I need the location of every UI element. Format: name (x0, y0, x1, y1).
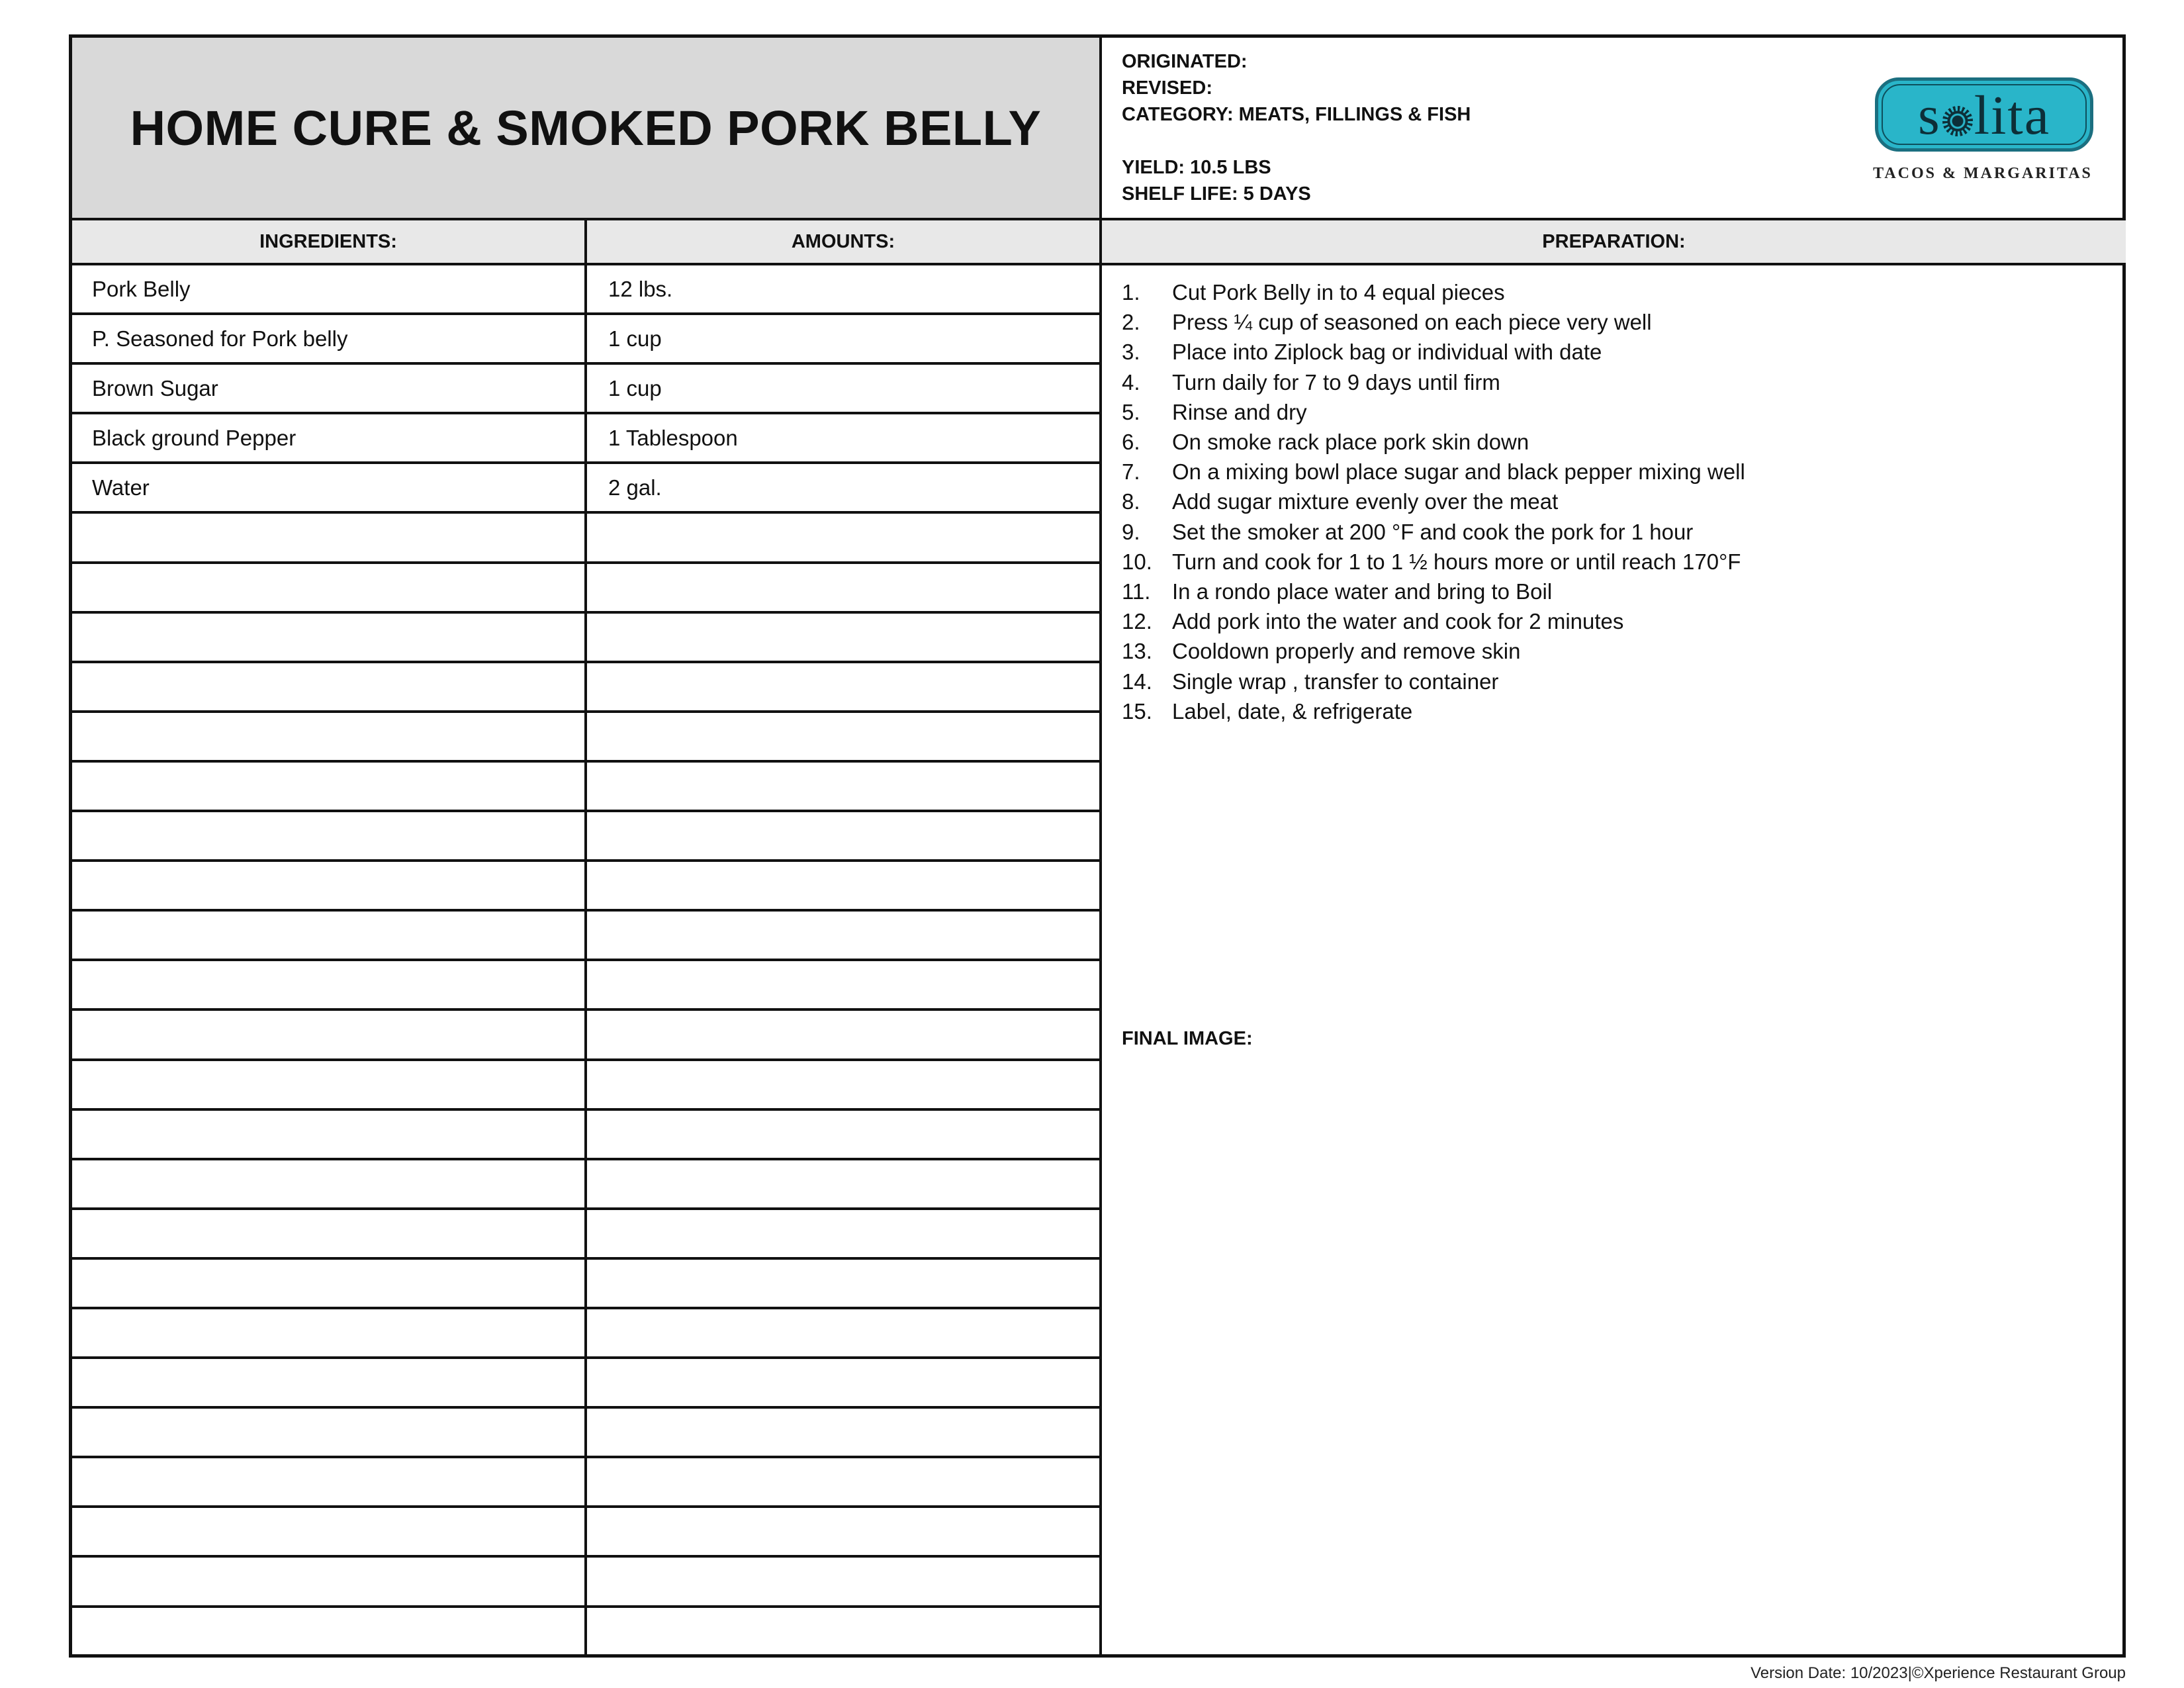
table-row (72, 1508, 1099, 1558)
ingredient-name (72, 1508, 587, 1555)
ingredient-amount (587, 763, 1099, 810)
table-row (72, 1359, 1099, 1409)
preparation-step (1122, 277, 1745, 307)
ingredient-name (72, 1111, 587, 1158)
preparation-step (1122, 606, 1745, 636)
table-row (72, 1011, 1099, 1060)
originated-label: ORIGINATED: (1122, 51, 1248, 72)
step-number: 7. (1122, 459, 1140, 485)
ingredient-amount (587, 1558, 1099, 1605)
step-number: 14. (1122, 669, 1152, 694)
sun-icon (1942, 106, 1973, 136)
preparation-step (1122, 577, 1745, 606)
table-row (72, 1558, 1099, 1607)
final-image-label: FINAL IMAGE: (1122, 1028, 1253, 1049)
step-number: 10. (1122, 549, 1152, 574)
preparation-step (1122, 337, 1745, 367)
table-row (72, 961, 1099, 1011)
solita-logo (1867, 71, 2099, 197)
ingredient-name (72, 663, 587, 710)
ingredient-amount (587, 1260, 1099, 1307)
ingredient-name (72, 912, 587, 959)
table-row (72, 1409, 1099, 1458)
ingredient-name (72, 1210, 587, 1257)
step-text: Rinse and dry (1172, 399, 1307, 424)
logo-tagline: TACOS & MARGARITAS (1873, 165, 2093, 182)
step-number: 11. (1122, 579, 1151, 604)
step-text: Single wrap , transfer to container (1172, 669, 1499, 694)
recipe-meta (1122, 48, 1471, 207)
ingredient-name (72, 961, 587, 1008)
ingredient-name (72, 1409, 587, 1456)
ingredient-amount (587, 912, 1099, 959)
step-number: 13. (1122, 639, 1152, 664)
table-row (72, 862, 1099, 912)
ingredient-amount: 1 cup (608, 326, 662, 351)
ingredient-name (72, 862, 587, 909)
ingredient-amount (587, 1160, 1099, 1207)
yield-label: YIELD: 10.5 LBS (1122, 157, 1271, 178)
step-text: Turn daily for 7 to 9 days until firm (1172, 369, 1500, 395)
table-row (72, 1608, 1099, 1658)
ingredient-amount (587, 1011, 1099, 1058)
ingredient-amount (587, 1409, 1099, 1456)
ingredients-header: INGREDIENTS: (72, 218, 587, 265)
preparation-step (1122, 427, 1745, 457)
logo-wordmark: s lita (1918, 85, 2050, 146)
ingredient-name: Brown Sugar (72, 365, 587, 412)
table-row (72, 1210, 1099, 1260)
ingredients-table (72, 265, 1102, 1658)
ingredient-name (72, 1309, 587, 1356)
step-text: Cooldown properly and remove skin (1172, 639, 1521, 664)
preparation-step (1122, 517, 1745, 547)
ingredient-name (72, 713, 587, 760)
ingredient-amount (587, 812, 1099, 859)
ingredient-amount (587, 1309, 1099, 1356)
step-number: 9. (1122, 519, 1140, 544)
ingredient-amount: 12 lbs. (608, 276, 673, 301)
step-number: 1. (1122, 280, 1140, 305)
table-row (72, 1111, 1099, 1160)
table-row (72, 763, 1099, 812)
preparation-header: PREPARATION: (1102, 218, 2126, 265)
table-row (72, 315, 1099, 365)
ingredient-name (72, 564, 587, 611)
step-text: Place into Ziplock bag or individual with date (1172, 340, 1602, 365)
ingredient-amount (587, 961, 1099, 1008)
step-number: 4. (1122, 369, 1140, 395)
table-row (72, 1309, 1099, 1359)
ingredient-amount: 1 Tablespoon (608, 425, 738, 450)
table-row (72, 365, 1099, 414)
ingredient-name (72, 614, 587, 661)
table-row (72, 1061, 1099, 1111)
preparation-section (1102, 265, 2126, 1658)
shelf-life-label: SHELF LIFE: 5 DAYS (1122, 183, 1311, 205)
ingredient-name (72, 812, 587, 859)
ingredient-amount (587, 514, 1099, 561)
ingredient-amount (587, 614, 1099, 661)
step-text: Set the smoker at 200 °F and cook the pork for 1 hour (1172, 519, 1694, 544)
step-text: Press ¼ cup of seasoned on each piece very well (1172, 310, 1652, 335)
table-row (72, 812, 1099, 862)
amounts-header: AMOUNTS: (587, 218, 1102, 265)
ingredient-amount (587, 1359, 1099, 1406)
ingredient-name (72, 1608, 587, 1658)
ingredient-name (72, 1011, 587, 1058)
table-row (72, 564, 1099, 614)
ingredient-amount (587, 713, 1099, 760)
step-text: On a mixing bowl place sugar and black pepper mixing well (1172, 459, 1745, 485)
ingredient-name (72, 1260, 587, 1307)
preparation-steps (1122, 277, 1745, 726)
table-row (72, 464, 1099, 514)
ingredient-name: Black ground Pepper (72, 414, 587, 461)
preparation-step (1122, 547, 1745, 577)
ingredient-name (72, 1359, 587, 1406)
step-number: 2. (1122, 310, 1140, 335)
ingredient-amount (587, 1210, 1099, 1257)
preparation-step (1122, 487, 1745, 516)
category-label: CATEGORY: MEATS, FILLINGS & FISH (1122, 104, 1471, 125)
table-row (72, 265, 1099, 315)
version-footer: Version Date: 10/2023|©Xperience Restaurant Group (1751, 1664, 2126, 1682)
preparation-step (1122, 667, 1745, 696)
ingredient-amount (587, 1458, 1099, 1505)
table-row (72, 1160, 1099, 1210)
step-text: Turn and cook for 1 to 1 ½ hours more or until reach 170°F (1172, 549, 1741, 574)
step-text: Label, date, & refrigerate (1172, 698, 1413, 724)
ingredient-name (72, 514, 587, 561)
table-row (72, 713, 1099, 763)
step-text: Cut Pork Belly in to 4 equal pieces (1172, 280, 1505, 305)
logo-badge (1875, 77, 2093, 152)
step-text: Add pork into the water and cook for 2 minutes (1172, 609, 1624, 634)
ingredient-amount (587, 1508, 1099, 1555)
table-row (72, 514, 1099, 563)
step-text: Add sugar mixture evenly over the meat (1172, 489, 1559, 514)
title-block (72, 38, 1102, 218)
ingredient-name (72, 763, 587, 810)
table-row (72, 1260, 1099, 1309)
recipe-title: HOME CURE & SMOKED PORK BELLY (130, 100, 1042, 156)
table-row (72, 1458, 1099, 1508)
ingredient-amount: 1 cup (608, 375, 662, 400)
preparation-step (1122, 636, 1745, 666)
step-number: 12. (1122, 609, 1152, 634)
info-block (1102, 38, 2126, 218)
step-number: 3. (1122, 340, 1140, 365)
ingredient-name (72, 1061, 587, 1108)
ingredient-name (72, 1458, 587, 1505)
step-text: In a rondo place water and bring to Boil (1172, 579, 1553, 604)
ingredient-name: P. Seasoned for Pork belly (72, 315, 587, 362)
ingredient-amount (587, 1061, 1099, 1108)
ingredient-amount (587, 1608, 1099, 1658)
preparation-step (1122, 307, 1745, 337)
ingredient-amount (587, 564, 1099, 611)
step-number: 15. (1122, 698, 1152, 724)
step-number: 5. (1122, 399, 1140, 424)
preparation-step (1122, 457, 1745, 487)
ingredient-amount (587, 1111, 1099, 1158)
ingredient-amount (587, 862, 1099, 909)
table-row (72, 614, 1099, 663)
table-row (72, 912, 1099, 961)
ingredient-amount (587, 663, 1099, 710)
preparation-step (1122, 696, 1745, 726)
ingredient-amount: 2 gal. (608, 475, 662, 500)
table-row (72, 414, 1099, 464)
preparation-step (1122, 397, 1745, 427)
ingredient-name (72, 1160, 587, 1207)
step-number: 8. (1122, 489, 1140, 514)
step-text: On smoke rack place pork skin down (1172, 430, 1529, 455)
ingredient-name: Pork Belly (72, 265, 587, 312)
ingredient-name: Water (72, 464, 587, 511)
table-row (72, 663, 1099, 713)
ingredient-name (72, 1558, 587, 1605)
revised-label: REVISED: (1122, 77, 1212, 99)
recipe-card (69, 34, 2126, 1658)
step-number: 6. (1122, 430, 1140, 455)
preparation-step (1122, 367, 1745, 397)
